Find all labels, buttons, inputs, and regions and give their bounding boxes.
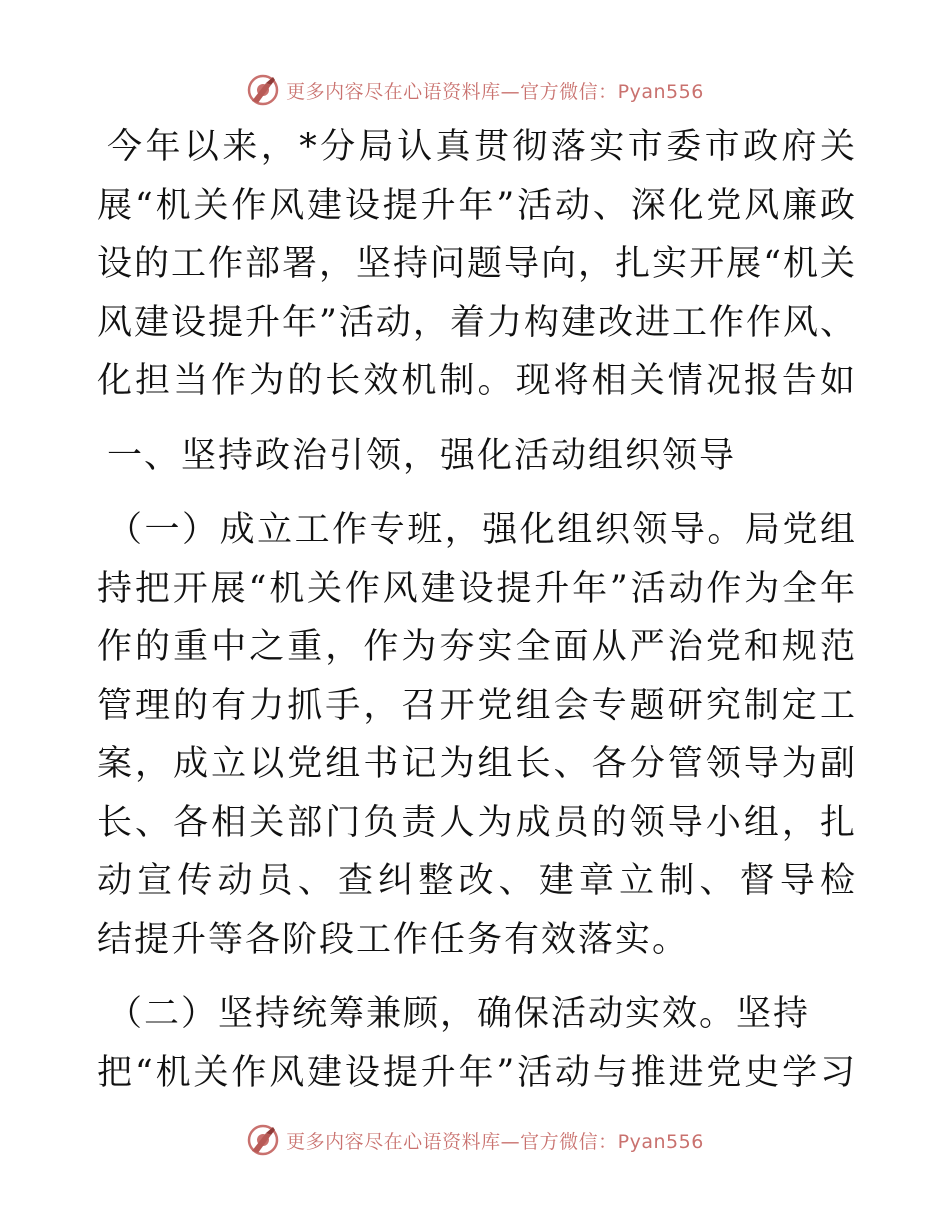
- watermark-text: 更多内容尽在心语资料库—官方微信：Pyan556: [286, 80, 704, 103]
- section1-line-4: 管理的有力抓手，召开党组会专题研究制定工: [97, 685, 857, 726]
- section2-line-2: 把“机关作风建设提升年”活动与推进党史学习: [97, 1052, 857, 1093]
- section1-line-6: 长、各相关部门负责人为成员的领导小组，扎: [97, 802, 857, 843]
- section1-line-2: 持把开展“机关作风建设提升年”活动作为全年: [97, 568, 857, 609]
- watermark-text: 更多内容尽在心语资料库—官方微信：Pyan556: [286, 1130, 704, 1153]
- section2-line-1: （二）坚持统筹兼顾，确保活动实效。坚持: [107, 994, 811, 1034]
- section1-line-8: 结提升等各阶段工作任务有效落实。: [97, 919, 690, 960]
- section1-line-1: （一）成立工作专班，强化组织领导。局党组: [107, 510, 857, 550]
- intro-line-3: 设的工作部署，坚持问题导向，扎实开展“机关: [97, 244, 857, 284]
- section1-line-5: 案，成立以党组书记为组长、各分管领导为副: [97, 744, 857, 784]
- intro-line-1: 今年以来，*分局认真贯彻落实市委市政府关: [107, 127, 857, 167]
- intro-line-4: 风建设提升年”活动，着力构建改进工作作风、: [97, 302, 857, 343]
- section1-line-3: 作的重中之重，作为夯实全面从严治党和规范: [97, 627, 857, 667]
- intro-line-2: 展“机关作风建设提升年”活动、深化党风廉政: [97, 185, 857, 226]
- pen-logo-icon: [246, 1123, 280, 1157]
- document-body: [97, 118, 857, 1102]
- intro-line-5: 化担当作为的长效机制。现将相关情况报告如: [97, 361, 857, 401]
- pen-logo-icon: [246, 73, 280, 107]
- watermark-footer: [0, 1120, 950, 1160]
- section1-line-7: 动宣传动员、查纠整改、建章立制、督导检: [97, 861, 857, 901]
- watermark-header: [0, 70, 950, 110]
- section-heading-1: 一、坚持政治引领，强化活动组织领导: [107, 435, 737, 476]
